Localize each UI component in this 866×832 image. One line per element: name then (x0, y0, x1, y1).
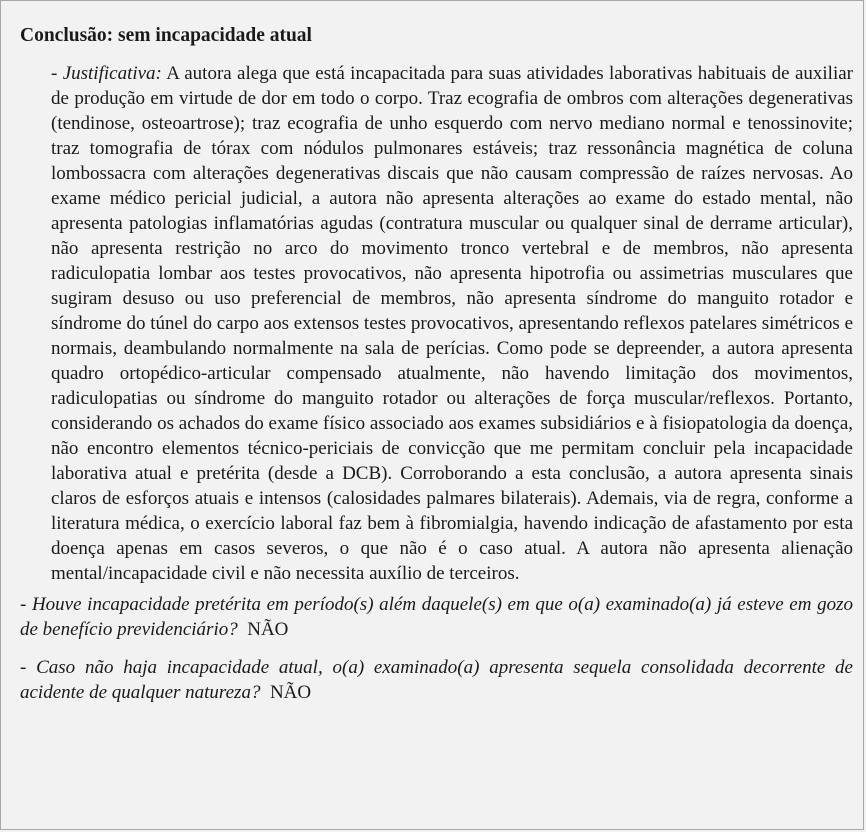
answer-text-2: NÃO (269, 682, 312, 703)
justification-prefix: - (51, 63, 63, 84)
answer-text-1: NÃO (247, 619, 289, 640)
document-content (20, 23, 853, 705)
conclusion-heading: Conclusão: sem incapacidade atual (20, 25, 312, 46)
question-text-1: - Houve incapacidade pretérita em período(s) além daquele(s) em que o(a) examinado(a) já esteve em gozo de benefício previdenciário? (20, 594, 853, 640)
question-paragraph-1 (20, 592, 853, 642)
question-text-2: - Caso não haja incapacidade atual, o(a) examinado(a) apresenta sequela consolidada decorrente de acidente de qualquer natureza? (20, 657, 853, 703)
question-paragraph-2 (20, 655, 853, 705)
justification-label: Justificativa: (62, 63, 162, 84)
justification-paragraph (20, 61, 853, 586)
justification-text: A autora alega que está incapacitada para suas atividades laborativas habituais de auxiliar de produção em virtude de dor em todo o corpo. Traz ecografia de ombros com alterações degenerativas (tendinose, osteoartrose); traz ecografia de unho esquerdo com nervo mediano normal e tenossinovite; traz tomografia de tórax com nódulos pulmonares estáveis; traz ressonância magnética de coluna lombossacra com alterações degenerativas discais que não causam compressão de raízes nervosas. Ao exame médico pericial judicial, a autora não apresenta alterações ao exame do estado mental, não apresenta patologias inflamatórias agudas (contratura muscular ou qualquer sinal de derrame articular), não apresenta restrição no arco do movimento tronco vertebral e de membros, não apresenta radiculopatia lombar aos testes provocativos, não apresenta hipotrofia ou assimetrias musculares que sugiram desuso ou uso preferencial de membros, não apresenta síndrome do manguito rotador e síndrome do túnel do carpo aos extensos testes provocativos, apresentando reflexos patelares simétricos e normais, deambulando normalmente na sala de perícias. Como pode se depreender, a autora apresenta quadro ortopédico-articular compensado atualmente, não havendo limitação dos movimentos, radiculopatias ou síndrome do manguito rotador ou alterações de força muscular/reflexos. Portanto, considerando os achados do exame físico associado aos exames subsidiários e à fisiopatologia da doença, não encontro elementos técnico-periciais de convicção que me permitam concluir pela incapacidade laborativa atual e pretérita (desde a DCB). Corroborando a esta conclusão, a autora apresenta sinais claros de esforços atuais e intensos (calosidades palmares bilaterais). Ademais, via de regra, conforme a literatura médica, o exercício laboral faz bem à fibromialgia, havendo indicação de afastamento por esta doença apenas em casos severos, o que não é o caso atual. A autora não apresenta alienação mental/incapacidade civil e não necessita auxílio de terceiros. (51, 63, 853, 584)
